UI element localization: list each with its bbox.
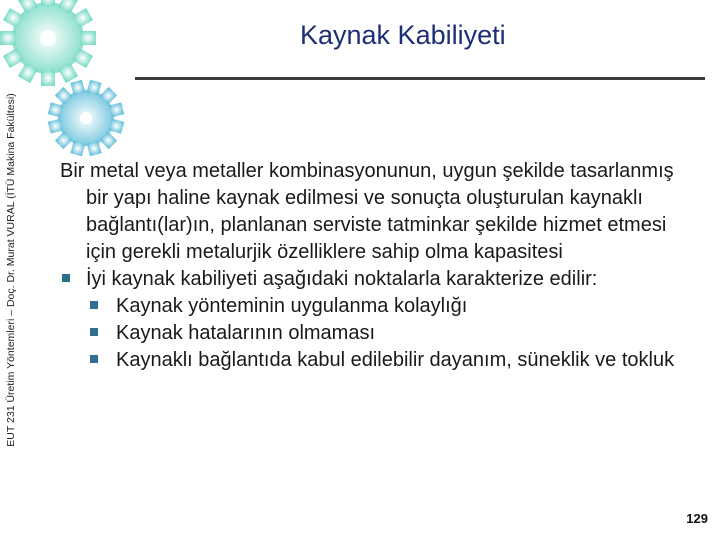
course-footer-vertical: EUT 231 Üretim Yöntemleri – Doç. Dr. Murat VURAL (İTÜ Makina Fakültesi) bbox=[5, 93, 17, 447]
slide-body bbox=[60, 158, 680, 374]
gear-icon-small bbox=[48, 80, 125, 157]
main-bullet bbox=[60, 266, 680, 293]
sub-bullet bbox=[90, 347, 680, 374]
bullet-square-icon bbox=[90, 301, 98, 309]
main-bullet-text: İyi kaynak kabiliyeti aşağıdaki noktalarla karakterize edilir: bbox=[86, 268, 598, 290]
bullet-square-icon bbox=[62, 274, 70, 282]
bullet-square-icon bbox=[90, 328, 98, 336]
title-divider bbox=[135, 77, 705, 80]
sub-bullet bbox=[90, 293, 680, 320]
sub-bullet-text: Kaynak hatalarının olmaması bbox=[116, 322, 376, 344]
slide-title: Kaynak Kabiliyeti bbox=[300, 20, 506, 50]
intro-paragraph: Bir metal veya metaller kombinasyonunun, uygun şekilde tasarlanmış bir yapı haline kaynak edilmesi ve sonuçta oluşturulan kaynaklı bağlantı(lar)ın, planlanan serviste tatminkar şekilde hizmet etmesi için gerekli metalurjik özelliklere sahip olma kapasitesi bbox=[60, 160, 674, 263]
sub-bullet-text: Kaynak yönteminin uygulanma kolaylığı bbox=[116, 295, 468, 317]
sub-bullet-text: Kaynaklı bağlantıda kabul edilebilir dayanım, süneklik ve tokluk bbox=[116, 349, 675, 371]
page-number: 129 bbox=[686, 511, 708, 526]
bullet-square-icon bbox=[90, 355, 98, 363]
sub-bullet bbox=[90, 320, 680, 347]
